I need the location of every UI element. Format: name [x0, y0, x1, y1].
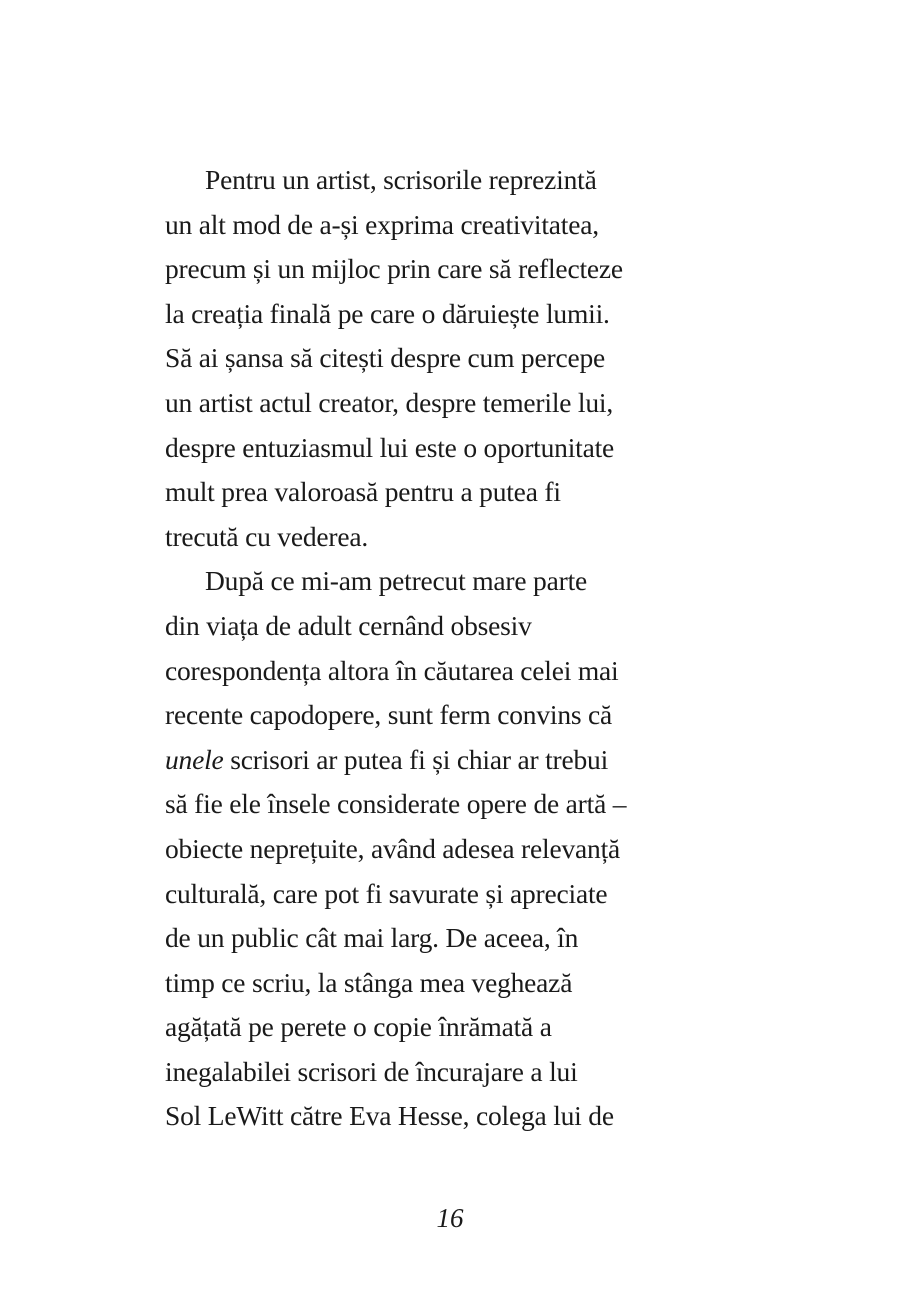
- text-line: corespondența altora în căutarea celei mai: [165, 654, 619, 686]
- text-line: După ce mi-am petrecut mare parte: [205, 565, 588, 597]
- text-line: Pentru un artist, scrisorile reprezintă: [205, 164, 597, 195]
- line-rest: scrisori ar putea fi și chiar ar trebui: [223, 743, 609, 775]
- text-line: Sol LeWitt către Eva Hesse, colega lui de: [165, 1100, 614, 1132]
- paragraph-1: [165, 158, 745, 559]
- text-line: agățată pe perete o copie înrămată a: [165, 1011, 552, 1043]
- text-line: un artist actul creator, despre temerile lui,: [165, 386, 614, 418]
- paragraph-2: [165, 559, 745, 1139]
- text-line: să fie ele însele considerate opere de artă –: [165, 788, 627, 820]
- text-line: inegalabilei scrisori de încurajare a lui: [165, 1055, 578, 1087]
- text-line: despre entuziasmul lui este o oportunitate: [165, 431, 615, 463]
- text-line: precum și un mijloc prin care să reflecteze: [165, 253, 623, 285]
- text-line: trecută cu vederea.: [165, 520, 369, 552]
- text-line: timp ce scriu, la stânga mea veghează: [165, 966, 573, 998]
- text-line: din viața de adult cernând obsesiv: [165, 609, 532, 641]
- text-line: la creația finală pe care o dăruiește lumii.: [165, 297, 610, 329]
- text-line: de un public cât mai larg. De aceea, în: [165, 922, 579, 954]
- text-line: Să ai șansa să citești despre cum percepe: [165, 342, 606, 374]
- text-line: un alt mod de a-și exprima creativitatea,: [165, 208, 599, 240]
- text-line: recente capodopere, sunt ferm convins că: [165, 699, 613, 731]
- italic-word: unele: [165, 743, 224, 775]
- text-line: culturală, care pot fi savurate și apreciate: [165, 877, 608, 909]
- text-line: [165, 738, 745, 783]
- page-number: 16: [436, 1203, 464, 1233]
- text-line: obiecte neprețuite, având adesea relevanță: [165, 832, 621, 864]
- body-text: [165, 158, 745, 1139]
- text-line: mult prea valoroasă pentru a putea fi: [165, 476, 561, 508]
